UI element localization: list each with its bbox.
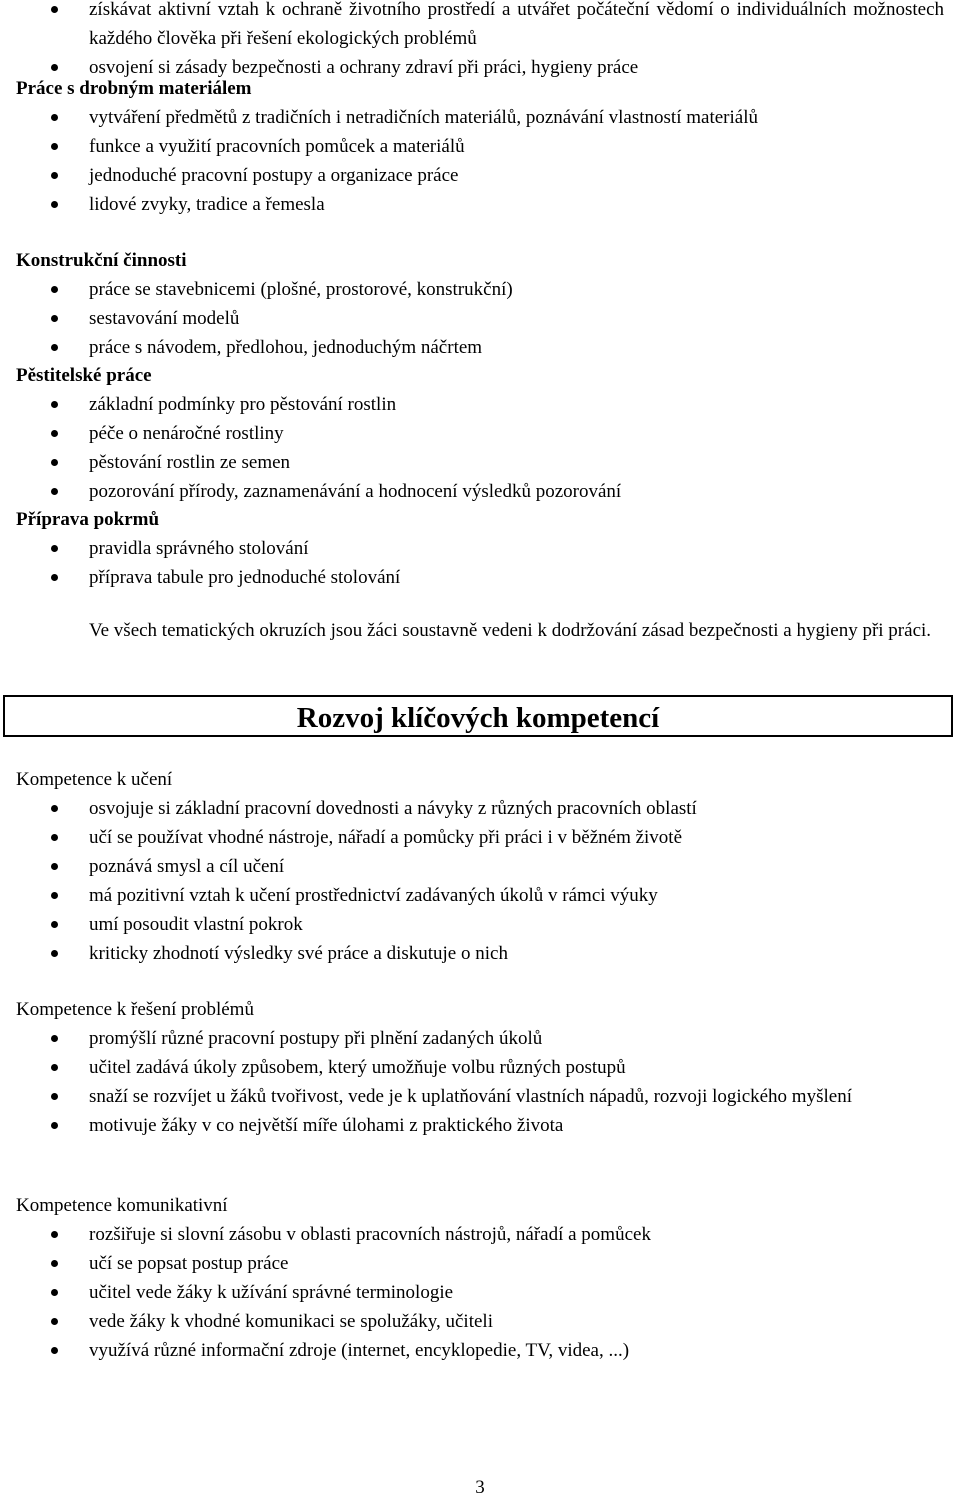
list-item: příprava tabule pro jednoduché stolování (0, 563, 960, 592)
section-heading: Konstrukční činnosti (16, 250, 187, 271)
competence-reseni-problemu (0, 995, 960, 1140)
list-item: práce se stavebnicemi (plošné, prostorové, konstrukční) (0, 275, 960, 304)
list-item: snaží se rozvíjet u žáků tvořivost, vede je k uplatňování vlastních nápadů, rozvoji logického myšlení (0, 1082, 960, 1111)
list-item: motivuje žáky v co největší míře úlohami z praktického života (0, 1111, 960, 1140)
section-heading: Práce s drobným materiálem (16, 78, 252, 99)
section-drobny-material (0, 74, 960, 219)
competence-heading: Kompetence k učení (16, 769, 173, 790)
list-item: má pozitivní vztah k učení prostřednictví zadávaných úkolů v rámci výuky (0, 881, 960, 910)
competence-heading: Kompetence komunikativní (16, 1195, 228, 1216)
list-item: péče o nenáročné rostliny (0, 419, 960, 448)
list-item: vytváření předmětů z tradičních i netradičních materiálů, poznávání vlastností materiálů (0, 103, 960, 132)
list-item: pozorování přírody, zaznamenávání a hodnocení výsledků pozorování (0, 477, 960, 506)
safety-note (0, 616, 960, 645)
list-item: získávat aktivní vztah k ochraně životního prostředí a utvářet počáteční vědomí o individuálních možnostech každého člověka při řešení ekologických problémů (0, 0, 960, 53)
competence-heading: Kompetence k řešení problémů (16, 999, 254, 1020)
list-item: osvojení si zásady bezpečnosti a ochrany zdraví při práci, hygieny práce (0, 53, 960, 82)
list-item: lidové zvyky, tradice a řemesla (0, 190, 960, 219)
list-item: jednoduché pracovní postupy a organizace práce (0, 161, 960, 190)
list-item: rozšiřuje si slovní zásobu v oblasti pracovních nástrojů, nářadí a pomůcek (0, 1220, 960, 1249)
list-item: základní podmínky pro pěstování rostlin (0, 390, 960, 419)
section-heading: Příprava pokrmů (16, 509, 160, 530)
section-heading: Pěstitelské práce (16, 365, 152, 386)
section-priprava-pokrmu (0, 505, 960, 592)
list-item: učí se popsat postup práce (0, 1249, 960, 1278)
bullet-list (0, 794, 960, 968)
competence-uceni (0, 765, 960, 968)
banner-title: Rozvoj klíčových kompetencí (3, 695, 953, 737)
safety-note-text: Ve všech tematických okruzích jsou žáci soustavně vedeni k dodržování zásad bezpečnosti a hygieny při práci. (89, 620, 932, 641)
bullet-list (0, 275, 960, 362)
list-item: sestavování modelů (0, 304, 960, 333)
page-number: 3 (475, 1477, 485, 1498)
bullet-list (0, 103, 960, 219)
section-konstrukcni-cinnosti (0, 246, 960, 362)
list-item: pravidla správného stolování (0, 534, 960, 563)
list-item: učitel vede žáky k užívání správné terminologie (0, 1278, 960, 1307)
section-pestitelske-prace (0, 361, 960, 506)
list-item: pěstování rostlin ze semen (0, 448, 960, 477)
list-item: promýšlí různé pracovní postupy při plnění zadaných úkolů (0, 1024, 960, 1053)
list-item: učí se používat vhodné nástroje, nářadí a pomůcky při práci i v běžném životě (0, 823, 960, 852)
list-item: osvojuje si základní pracovní dovednosti a návyky z různých pracovních oblastí (0, 794, 960, 823)
list-item: poznává smysl a cíl učení (0, 852, 960, 881)
list-item: funkce a využití pracovních pomůcek a materiálů (0, 132, 960, 161)
list-item: vede žáky k vhodné komunikaci se spolužáky, učiteli (0, 1307, 960, 1336)
list-item: umí posoudit vlastní pokrok (0, 910, 960, 939)
top-bullet-list (0, 0, 960, 82)
list-item: využívá různé informační zdroje (internet, encyklopedie, TV, videa, ...) (0, 1336, 960, 1365)
list-item: práce s návodem, předlohou, jednoduchým náčrtem (0, 333, 960, 362)
bullet-list (0, 1024, 960, 1140)
bullet-list (0, 534, 960, 592)
bullet-list (0, 1220, 960, 1365)
list-item: učitel zadává úkoly způsobem, který umožňuje volbu různých postupů (0, 1053, 960, 1082)
list-item: kriticky zhodnotí výsledky své práce a diskutuje o nich (0, 939, 960, 968)
competence-komunikativni (0, 1191, 960, 1365)
bullet-list (0, 390, 960, 506)
